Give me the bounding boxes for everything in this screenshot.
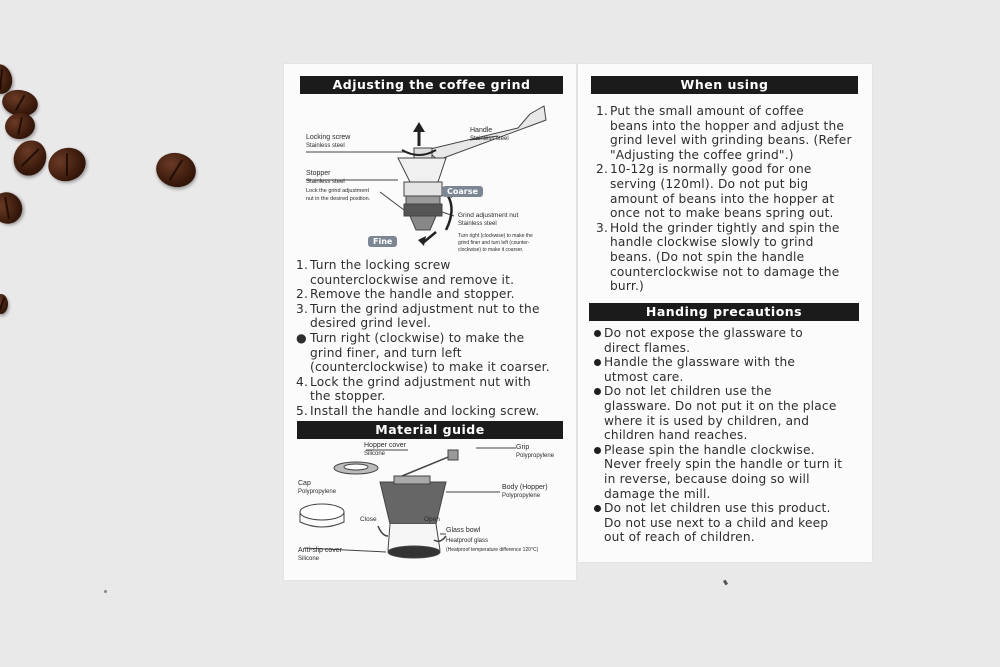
list-item: Do not expose the glassware to direct flames.	[592, 326, 860, 355]
adjust-section-header: Adjusting the coffee grind	[300, 76, 563, 94]
stopper-label: Stopper	[306, 170, 331, 177]
list-item: 4. Lock the grind adjustment nut with the stopper.	[296, 374, 531, 404]
step-number: 2.	[596, 162, 609, 177]
step-number: 1.	[596, 104, 609, 118]
glass-bowl-label: Glass bowl	[446, 527, 481, 534]
close-label: Close	[360, 516, 377, 523]
precautions-section-header: Handing precautions	[589, 303, 859, 321]
grind-nut-label: Grind adjustment nut	[458, 212, 519, 219]
stopper-material: Stainless steel	[306, 179, 345, 185]
bullet-marker: ●	[296, 330, 307, 345]
list-item: 2. 10-12g is normally good for one serving (120ml). Do not put big amount of beans into the hopper at once not to make beans spring out.	[596, 162, 835, 221]
fine-badge: Fine	[368, 236, 397, 247]
cap-label: Cap	[298, 480, 311, 487]
list-item: 2. Remove the handle and stopper.	[296, 287, 515, 302]
coffee-bean	[0, 294, 8, 314]
body-label: Body (Hopper)	[502, 484, 548, 491]
list-item: 3. Turn the grind adjustment nut to the desired grind level.	[296, 301, 540, 331]
step-number: 2.	[296, 287, 309, 302]
coarse-badge: Coarse	[442, 186, 483, 197]
grind-adjust-diagram	[298, 100, 563, 260]
body-material: Polypropylene	[502, 493, 541, 499]
anti-slip-label: Anti-slip cover	[298, 547, 342, 554]
list-item: Do not let children use this product. Do not use next to a child and keep out of reach of children.	[592, 501, 860, 545]
adjust-steps-list	[296, 258, 566, 419]
bullet-icon	[594, 447, 601, 454]
list-item: Please spin the handle clockwise. Never freely spin the handle or turn it in reverse, because doing so will damage the mill.	[592, 443, 860, 501]
anti-slip-material: Silicone	[298, 556, 320, 562]
table-speck	[104, 590, 107, 593]
list-item: Do not let children use the glassware. Do not put it on the place where it is used by children, and children hand reaches.	[592, 384, 860, 442]
list-item: 1. Put the small amount of coffee beans into the hopper and adjust the grind level with grinding beans. (Refer "Adjusting the coffee grind".)	[596, 104, 852, 162]
coffee-bean	[0, 187, 28, 230]
turn-note-line-1: Turn right (clockwise) to make the	[458, 233, 533, 239]
hopper-cover-material: Silicone	[364, 451, 386, 457]
step-number: 3.	[296, 301, 309, 316]
lock-note-line-1: Lock the grind adjustment	[306, 188, 369, 194]
using-section-header: When using	[591, 76, 858, 94]
list-item: 5. Install the handle and locking screw.	[296, 403, 540, 418]
list-item: 1. Turn the locking screw counterclockwise and remove it.	[296, 258, 515, 287]
grind-nut-material: Stainless steel	[458, 221, 497, 227]
coffee-bean	[153, 149, 199, 191]
coffee-bean	[8, 135, 52, 181]
turn-note-line-2: grind finer and turn left (counter-	[458, 240, 530, 246]
material-diagram	[296, 440, 566, 572]
list-item: Handle the glassware with the utmost care.	[592, 355, 860, 384]
handle-label: Handle	[470, 127, 493, 134]
step-number: 1.	[296, 258, 309, 272]
bullet-icon	[594, 330, 601, 337]
list-item: ● Turn right (clockwise) to make the grind finer, and turn left (counterclockwise) to make it coarser.	[296, 330, 550, 375]
table-speck	[723, 580, 728, 586]
step-number: 3.	[596, 220, 609, 235]
precautions-list	[592, 326, 860, 545]
cap-material: Polypropylene	[298, 489, 337, 495]
glass-bowl-material: Heatproof glass	[446, 538, 489, 544]
grip-material: Polypropylene	[516, 453, 555, 459]
coffee-bean	[44, 142, 91, 186]
step-number: 5.	[296, 403, 309, 418]
grip-label: Grip	[516, 444, 530, 451]
locking-screw-label: Locking screw	[306, 134, 351, 141]
step-number: 4.	[296, 374, 309, 389]
material-section-header: Material guide	[297, 421, 563, 439]
using-steps-list	[596, 104, 862, 294]
turn-note-line-3: clockwise) to make it coarser.	[458, 247, 524, 253]
hopper-cover-label: Hopper cover	[364, 442, 407, 449]
locking-screw-material: Stainless steel	[306, 143, 345, 149]
handle-material: Stainless steel	[470, 136, 509, 142]
open-label: Open	[424, 516, 440, 523]
list-item: 3. Hold the grinder tightly and spin the handle clockwise slowly to grind beans. (Do not spin the handle counterclockwise not to damage the burr.)	[596, 220, 840, 294]
glass-bowl-note: (Heatproof temperature difference 120°C)	[446, 547, 539, 553]
lock-note-line-2: nut in the desired position.	[306, 196, 371, 202]
coffee-bean	[3, 111, 36, 141]
